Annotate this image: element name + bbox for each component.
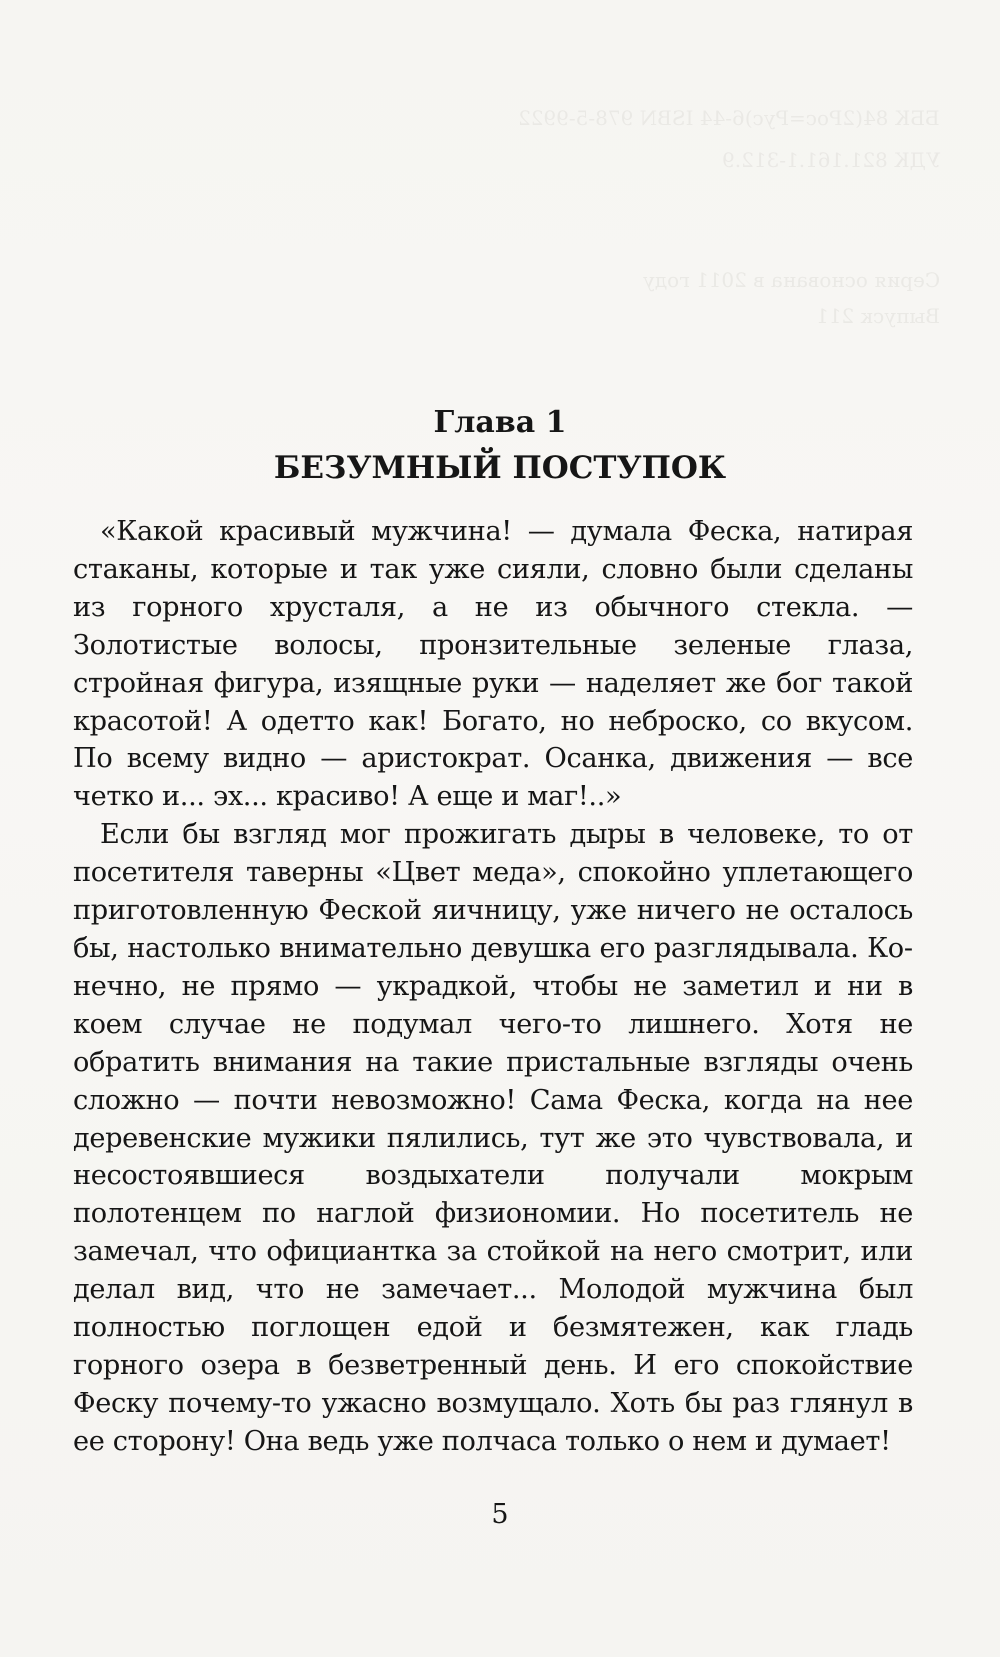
chapter-label: Глава 1 — [433, 405, 567, 440]
bleed-through-text: ББК 84(2Рос=Рус)6-44 ISBN 978-5-9922 — [518, 106, 940, 130]
paragraph: «Какой красивый мужчина! — думала Феска, натирая стаканы, которые и так уже сияли, словно были сделаны из горного хрусталя, а не из обычного стекла. — Золотистые волосы, пронзительные зеленые глаза, стройная фигура, изящные руки — наделяет же бог такой красотой! А одетто как! Богато, но неброско, со вкусом. По всему видно — аристократ. Осанка, движения — все четко и... эх... красиво! А еще и маг!..» — [73, 516, 913, 813]
body-text — [73, 513, 913, 1461]
bleed-through-text: Серия основана в 2011 году — [642, 268, 940, 292]
page-number: 5 — [491, 1499, 509, 1530]
bleed-through-text: УДК 821.161.1-312.9 — [721, 148, 940, 172]
bleed-through-text: Выпуск 211 — [816, 304, 940, 328]
paragraph: Если бы взгляд мог прожигать дыры в человеке, то от посетителя таверны «Цвет меда», спокойно уплетающего приготовленную Феской яичницу, уже ничего не осталось бы, настолько внимательно девушка его разглядывала. Конечно, не прямо — украдкой, чтобы не заметил и ни в коем случае не подумал чего-то лишнего. Хотя не обратить внимания на такие пристальные взгляды очень сложно — почти невозможно! Сама Феска, когда на нее деревенские мужики пялились, тут же это чувствовала, и несостоявшиеся воздыхатели получали мокрым полотенцем по наглой физиономии. Но посетитель не замечал, что официантка за стойкой на него смотрит, или делал вид, что не замечает... Молодой мужчина был полностью поглощен едой и безмятежен, как гладь горного озера в безветренный день. И его спокойствие Феску почему-то ужасно возмущало. Хоть бы раз глянул в ее сторону! Она ведь уже полчаса только о нем и думает! — [73, 819, 913, 1457]
chapter-title: БЕЗУМНЫЙ ПОСТУПОК — [273, 450, 727, 486]
